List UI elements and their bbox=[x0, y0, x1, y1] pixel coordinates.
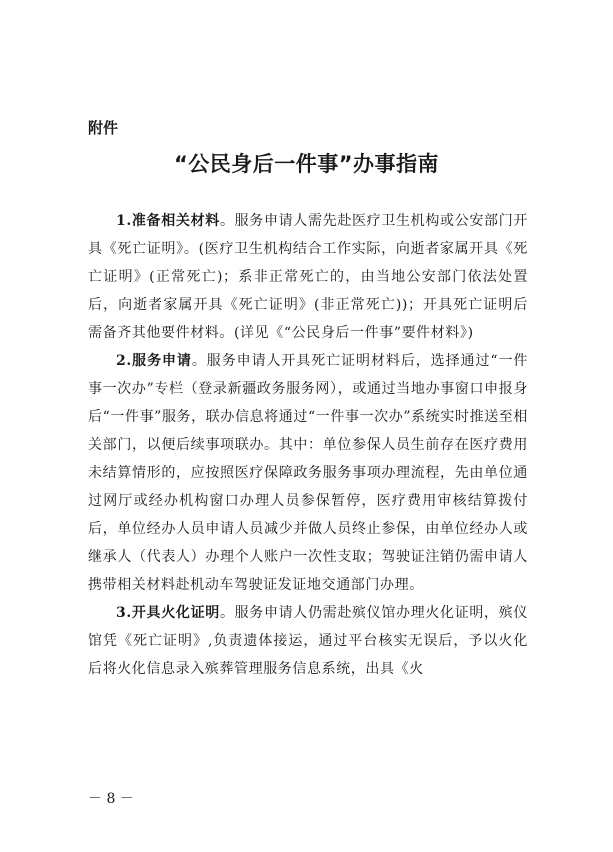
paragraph-text: 。服务申请人开具死亡证明材料后，选择通过“一件事一次办”专栏（登录新疆政务服务网），或通过当地办事窗口申报身后“一件事”服务，联办信息将通过“一件事一次办”系统实时推送至相关部门，以便后续事项联办。其中：单位参保人员生前存在医疗费用未结算情形的，应按照医疗保障政务服务事项办理流程，先由单位通过网厅或经办机构窗口办理人员参保暂停，医疗费用审核结算拨付后，单位经办人员申请人员减少并做人员终止参保，由单位经办人或继承人（代表人）办理个人账户一次性支取；驾驶证注销仍需申请人携带相关材料赴机动车驾驶证发证地交通部门办理。 bbox=[88, 353, 528, 593]
paragraph-service-application bbox=[88, 347, 528, 599]
body-text bbox=[88, 207, 528, 683]
attachment-label: 附件 bbox=[88, 119, 119, 137]
paragraph-lead: 2.服务申请 bbox=[116, 353, 192, 369]
paragraph-cremation-certificate bbox=[88, 599, 528, 683]
paragraph-lead: 1.准备相关材料 bbox=[116, 213, 220, 229]
paragraph-lead: 3.开具火化证明 bbox=[116, 605, 220, 621]
paragraph-text: 。服务申请人仍需赴殡仪馆办理火化证明，殡仪馆凭《死亡证明》,负责遗体接运，通过平台核实无误后，予以火化后将火化信息录入殡葬管理服务信息系统，出具《火 bbox=[88, 605, 528, 677]
document-title: “公民身后一件事”办事指南 bbox=[173, 152, 440, 176]
paragraph-text: 。服务申请人需先赴医疗卫生机构或公安部门开具《死亡证明》。(医疗卫生机构结合工作实际，向逝者家属开具《死亡证明》(正常死亡)；系非正常死亡的，由当地公安部门依法处置后，向逝者家属开具《死亡证明》(非正常死亡))；开具死亡证明后需备齐其他要件材料。(详见《“公民身后一件事”要件材料》) bbox=[88, 213, 528, 341]
page-number: － 8 － bbox=[88, 791, 134, 807]
paragraph-prepare-materials bbox=[88, 207, 528, 347]
